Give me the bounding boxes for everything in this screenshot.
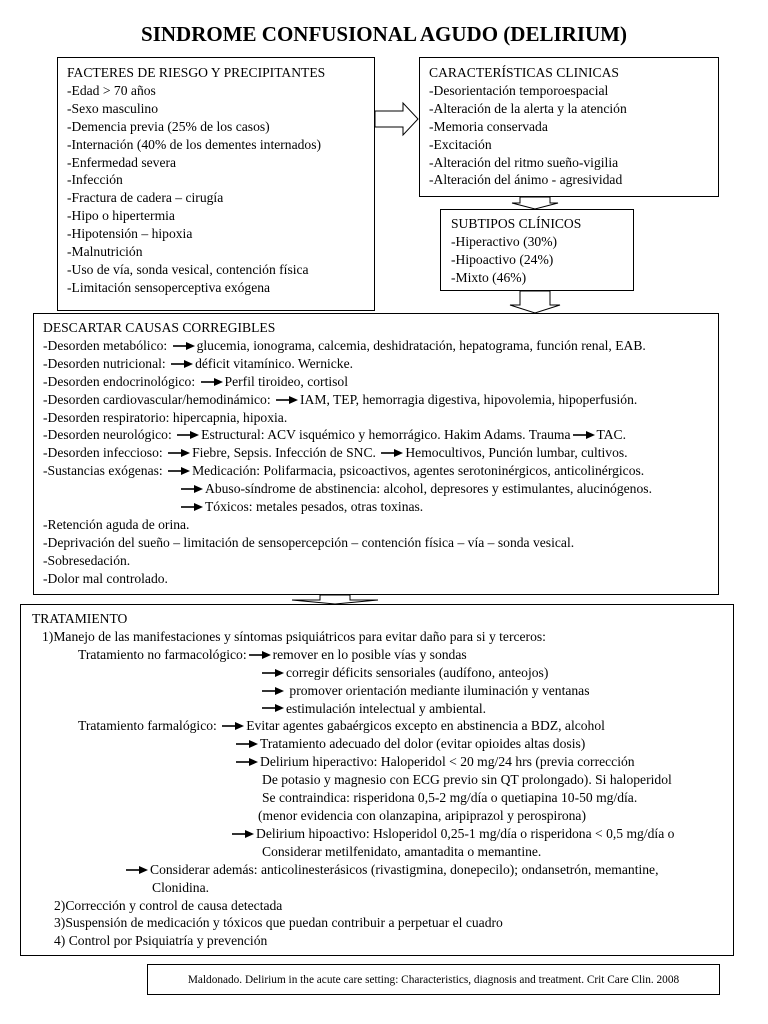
arrow-right-icon <box>232 829 254 839</box>
list-item: -Internación (40% de los dementes internados) <box>67 136 322 152</box>
cause-text: Medicación: Polifarmacia, psicoactivos, agentes serotoninérgicos, anticolinérgicos. <box>192 463 645 479</box>
cause-label: -Desorden cardiovascular/hemodinámico: <box>43 391 271 407</box>
treatment-box <box>20 604 734 956</box>
arrow-right-icon <box>181 502 203 512</box>
risk-factors-box <box>57 57 375 311</box>
list-item: -Edad > 70 años <box>67 82 156 98</box>
cause-text: Perfil tiroideo, cortisol <box>224 373 348 389</box>
arrow-right-icon <box>381 448 403 458</box>
arrow-right-icon <box>249 650 271 660</box>
cause-other: -Deprivación del sueño – limitación de sensopercepción – contención física – vía – sonda vesical. <box>43 534 575 550</box>
arrow-right-icon <box>168 466 190 476</box>
cause-text: glucemia, ionograma, calcemia, deshidratación, hepatograma, función renal, EAB. <box>196 337 646 353</box>
clinical-subtypes-box <box>440 209 634 291</box>
list-item: -Alteración del ánimo - agresividad <box>429 172 623 188</box>
list-item: -Alteración del ritmo sueño-vigilia <box>429 154 619 170</box>
arrow-right-icon <box>201 377 223 387</box>
subtypes-to-causes-arrow <box>510 291 560 313</box>
list-item: -Hiperactivo (30%) <box>451 233 558 249</box>
treatment-step-2: 2)Corrección y control de causa detectada <box>54 897 283 913</box>
cause-exogenous-abuse <box>43 480 718 498</box>
list-item: -Malnutrición <box>67 244 143 260</box>
treatment-text: Considerar metilfenidato, amantadita o memantine. <box>262 843 542 859</box>
treatment-text: remover en lo posible vías y sondas <box>272 646 467 662</box>
cause-text: Abuso-síndrome de abstinencia: alcohol, depresores y estimulantes, alucinógenos. <box>205 481 652 497</box>
cause-cardiovascular <box>43 391 718 409</box>
treatment-step-1: 1)Manejo de las manifestaciones y síntomas psiquiátricos para evitar daño para si y terceros: <box>42 628 546 644</box>
arrow-right-icon <box>168 448 190 458</box>
list-item: -Mixto (46%) <box>451 269 527 285</box>
page-title: SINDROME CONFUSIONAL AGUDO (DELIRIUM) <box>141 22 627 46</box>
pharm-row <box>32 753 733 771</box>
list-item: -Limitación sensoperceptiva exógena <box>67 279 271 295</box>
subtypes-heading: SUBTIPOS CLÍNICOS <box>451 216 582 231</box>
list-item: -Enfermedad severa <box>67 154 177 170</box>
cause-nutritional <box>43 355 718 373</box>
list-item: -Fractura de cadera – cirugía <box>67 190 224 206</box>
also-row <box>32 861 733 879</box>
cause-respiratory: -Desorden respiratorio: hipercapnia, hipoxia. <box>43 409 288 425</box>
causes-heading: DESCARTAR CAUSAS CORREGIBLES <box>43 320 276 335</box>
cause-label: -Sustancias exógenas: <box>43 463 163 479</box>
treatment-text: Clonidina. <box>152 879 210 895</box>
arrow-right-icon <box>171 359 193 369</box>
treatment-text: corregir déficits sensoriales (audífono, anteojos) <box>286 664 549 680</box>
cause-metabolic <box>43 337 718 355</box>
causes-to-treatment-arrow <box>292 595 378 604</box>
cause-label: -Desorden infeccioso: <box>43 445 163 461</box>
arrow-right-icon <box>262 668 284 678</box>
list-item: -Uso de vía, sonda vesical, contención física <box>67 261 309 277</box>
cause-endocrine <box>43 373 718 391</box>
cause-text: IAM, TEP, hemorragia digestiva, hipovolemia, hipoperfusión. <box>300 391 638 407</box>
clinical-heading: CARACTERÍSTICAS CLINICAS <box>429 65 619 80</box>
arrow-right-icon <box>262 703 284 713</box>
cause-other: -Sobresedación. <box>43 552 131 568</box>
treatment-step-3: 3)Suspensión de medicación y tóxicos que puedan contribuir a perpetuar el cuadro <box>54 915 503 931</box>
list-item: -Hipoactivo (24%) <box>451 251 554 267</box>
list-item: -Infección <box>67 172 123 188</box>
non-pharm-row <box>32 682 733 700</box>
treatment-text: promover orientación mediante iluminación y ventanas <box>289 682 590 698</box>
non-pharm-row <box>32 700 733 718</box>
arrow-right-icon <box>236 757 258 767</box>
pharm-row <box>32 717 733 735</box>
list-item: -Hipo o hipertermia <box>67 208 175 224</box>
list-item: -Desorientación temporoespacial <box>429 82 609 98</box>
treatment-text: Considerar además: anticolinesterásicos (rivastigmina, donepecilo); ondansetrón, memantine, <box>150 861 659 877</box>
risk-to-clinical-arrow <box>375 103 418 135</box>
pharm-row <box>32 825 733 843</box>
cause-text: Hemocultivos, Punción lumbar, cultivos. <box>405 445 628 461</box>
pharm-label: Tratamiento farmalógico: <box>78 718 217 734</box>
list-item: -Hipotensión – hipoxia <box>67 226 193 242</box>
pharm-row <box>32 735 733 753</box>
list-item: -Alteración de la alerta y la atención <box>429 100 627 116</box>
cause-exogenous-toxics <box>43 498 718 516</box>
treatment-text: Delirium hipoactivo: Hsloperidol 0,25-1 mg/día o risperidona < 0,5 mg/día o <box>256 825 675 841</box>
cause-text: Fiebre, Sepsis. Infección de SNC. <box>192 445 376 461</box>
cause-other: -Dolor mal controlado. <box>43 570 168 586</box>
correctable-causes-box <box>33 313 719 595</box>
list-item: -Demencia previa (25% de los casos) <box>67 118 270 134</box>
arrow-right-icon <box>126 865 148 875</box>
treatment-text: Se contraindica: risperidona 0,5-2 mg/día o quetiapina 10-50 mg/día. <box>262 790 638 806</box>
arrow-right-icon <box>573 430 595 440</box>
treatment-text: De potasio y magnesio con ECG previo sin QT prolongado). Si haloperidol <box>262 772 672 788</box>
non-pharm-label: Tratamiento no farmacológico: <box>78 646 247 662</box>
cause-label: -Desorden endocrinológico: <box>43 373 196 389</box>
non-pharm-row <box>32 664 733 682</box>
reference-text: Maldonado. Delirium in the acute care setting: Characteristics, diagnosis and treatment. Crit Care Clin. 2008 <box>187 974 680 986</box>
list-item: -Excitación <box>429 136 492 152</box>
arrow-right-icon <box>236 739 258 749</box>
risk-heading: FACTERES DE RIESGO Y PRECIPITANTES <box>67 65 326 80</box>
treatment-text: estimulación intelectual y ambiental. <box>286 700 487 716</box>
reference-box <box>147 964 720 995</box>
cause-label: -Desorden metabólico: <box>43 337 168 353</box>
arrow-right-icon <box>262 686 284 696</box>
cause-infectious <box>43 444 718 462</box>
arrow-right-icon <box>276 395 298 405</box>
cause-label: -Desorden neurológico: <box>43 427 172 443</box>
treatment-step-4: 4) Control por Psiquiatría y prevención <box>54 933 268 949</box>
treatment-text: Tratamiento adecuado del dolor (evitar opioides altas dosis) <box>260 736 586 752</box>
treatment-text: Evitar agentes gabaérgicos excepto en abstinencia a BDZ, alcohol <box>246 718 605 734</box>
cause-text: Tóxicos: metales pesados, otras toxinas. <box>205 499 424 515</box>
list-item: -Memoria conservada <box>429 118 548 134</box>
cause-neurological <box>43 426 718 444</box>
clinical-to-subtypes-arrow <box>512 197 558 209</box>
treatment-heading: TRATAMIENTO <box>32 611 128 626</box>
clinical-characteristics-box <box>419 57 719 197</box>
cause-text: déficit vitamínico. Wernicke. <box>195 355 354 371</box>
cause-label: -Desorden nutricional: <box>43 355 166 371</box>
non-pharm-row <box>32 646 733 664</box>
cause-text: Estructural: ACV isquémico y hemorrágico. Hakim Adams. Trauma <box>201 427 571 443</box>
treatment-text: Delirium hiperactivo: Haloperidol < 20 mg/24 hrs (previa corrección <box>260 754 635 770</box>
list-item: -Sexo masculino <box>67 100 158 116</box>
cause-text: TAC. <box>596 427 627 443</box>
arrow-right-icon <box>177 430 199 440</box>
arrow-right-icon <box>181 484 203 494</box>
arrow-right-icon <box>222 721 244 731</box>
treatment-text: (menor evidencia con olanzapina, aripiprazol y perospirona) <box>258 807 586 823</box>
arrow-right-icon <box>173 341 195 351</box>
cause-exogenous <box>43 462 718 480</box>
cause-other: -Retención aguda de orina. <box>43 516 190 532</box>
